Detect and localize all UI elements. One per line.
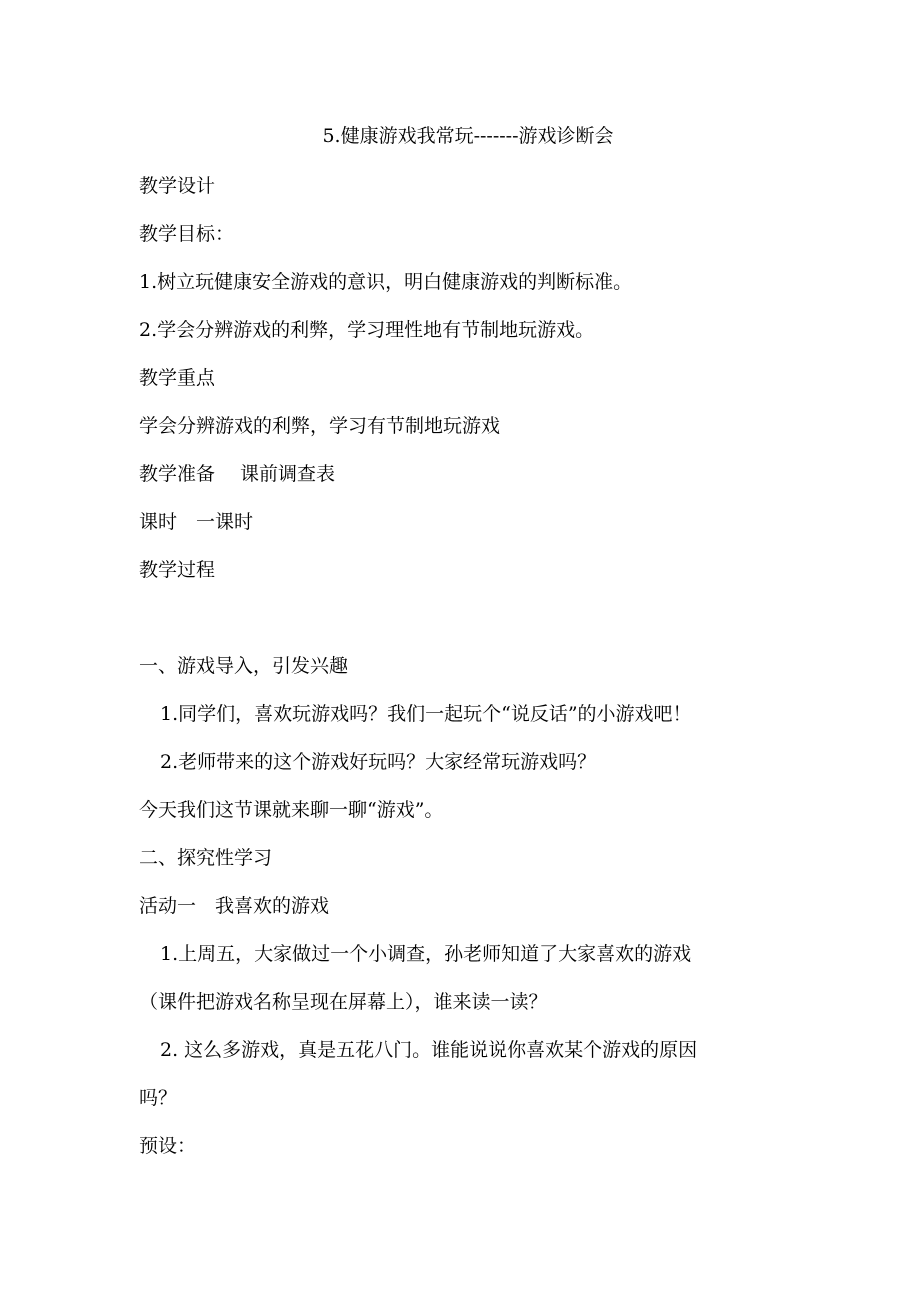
- teaching-preparation: 教学准备 课前调查表: [139, 463, 336, 485]
- design-heading: 教学设计: [139, 175, 216, 197]
- class-hours: 课时 一课时: [139, 511, 254, 533]
- section-1-item-2: 2.老师带来的这个游戏好玩吗？大家经常玩游戏吗？: [160, 751, 597, 773]
- process-heading: 教学过程: [139, 559, 216, 581]
- goal-item-2: 2.学会分辨游戏的利弊，学习理性地有节制地玩游戏。: [139, 319, 595, 341]
- focus-heading: 教学重点: [139, 367, 216, 389]
- goal-item-1: 1.树立玩健康安全游戏的意识，明白健康游戏的判断标准。: [139, 271, 633, 293]
- section-1-item-1: 1.同学们，喜欢玩游戏吗？我们一起玩个“说反话”的小游戏吧！: [160, 703, 692, 725]
- goals-heading: 教学目标：: [139, 223, 235, 245]
- activity-1-item-2-line-2: 吗？: [139, 1087, 178, 1109]
- activity-1-heading: 活动一 我喜欢的游戏: [139, 895, 330, 917]
- document-title: 5.健康游戏我常玩-------游戏诊断会: [322, 125, 614, 147]
- preset-label: 预设：: [139, 1135, 197, 1157]
- section-1-closing: 今天我们这节课就来聊一聊“游戏”。: [139, 799, 444, 821]
- activity-1-item-2-line-1: 2. 这么多游戏，真是五花八门。谁能说说你喜欢某个游戏的原因: [160, 1039, 698, 1061]
- focus-text: 学会分辨游戏的利弊，学习有节制地玩游戏: [139, 415, 501, 437]
- section-2-heading: 二、探究性学习: [139, 847, 273, 869]
- section-1-heading: 一、游戏导入，引发兴趣: [139, 655, 349, 677]
- activity-1-item-1-line-2: （课件把游戏名称呈现在屏幕上），谁来读一读？: [139, 991, 548, 1013]
- activity-1-item-1-line-1: 1.上周五，大家做过一个小调查，孙老师知道了大家喜欢的游戏: [160, 943, 692, 965]
